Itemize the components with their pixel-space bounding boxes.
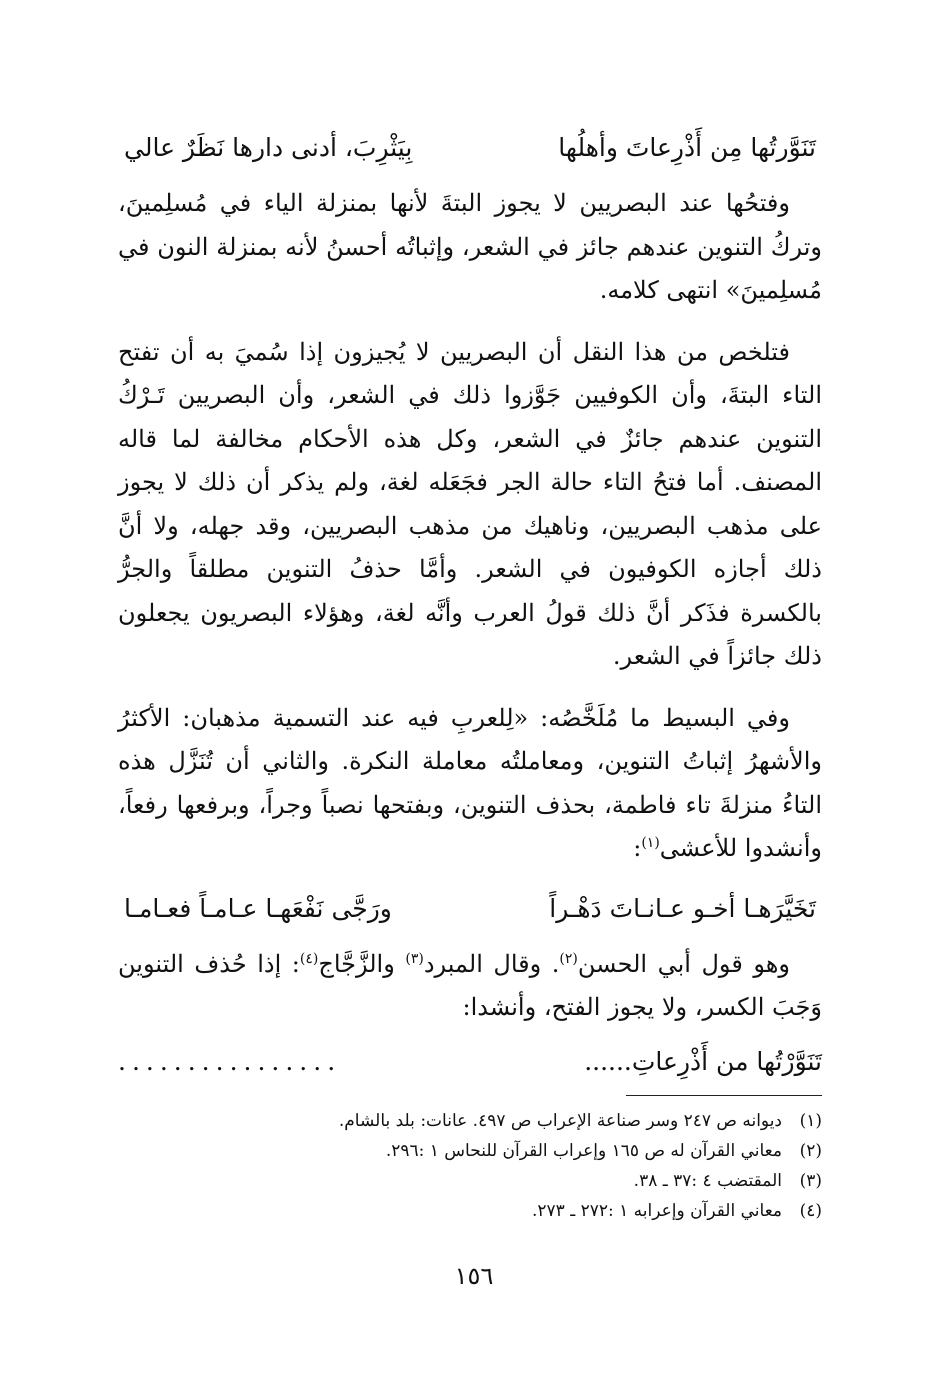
footnote-ref-1: (١) [641, 835, 660, 851]
page-body [118, 128, 822, 1082]
verse-middle-hemistich-1: تَخَيَّرَهـا أخـو عـانـاتَ دَهْـراً [549, 893, 816, 923]
footnote-number: (٣) [799, 1171, 822, 1191]
footnote-4 [122, 1196, 822, 1226]
verse-middle [118, 889, 822, 929]
verse-last-hemistich-1: تَنَوَّرْتُها من أَذْرِعاتِ...... [584, 1046, 822, 1076]
footnote-text: المقتضب ٤ :٣٧ ـ ٣٨. [633, 1171, 782, 1191]
footnote-ref-4: (٤) [299, 950, 319, 967]
verse-last [118, 1042, 822, 1082]
paragraph-2: فتلخص من هذا النقل أن البصريين لا يُجيزون إذا سُميَ به أن تفتح التاء البتةَ، وأن الكوفيين جَوَّزوا ذلك في الشعر، وأن البصريين تَـرْكُ التنوين عندهم جائزٌ في الشعر، وكل هذه الأحكام مخالفة لما قاله المصنف. أما فتحُ التاء حالة الجر فجَعَله لغة، ولم يذكر أن ذلك لا يجوز على مذهب البصريين، وناهيك من مذهب البصريين، وقد جهله، ولا أنَّ ذلك أجازه الكوفيون في الشعر. وأمَّا حذفُ التنوين مطلقاً والجرُّ بالكسرة فذَكر أنَّ ذلك قولُ العرب وأنَّه لغة، وهؤلاء البصريون يجعلون ذلك جائزاً في الشعر. [118, 337, 822, 670]
footnote-3 [122, 1166, 822, 1196]
paragraph-1: وفتحُها عند البصريين لا يجوز البتةَ لأنها بمنزلة الياء في مُسلِمينَ، وتركُ التنوين عندهم جائز في الشعر، وإثباتُه أحسنُ لأنه بمنزلة النون في مُسلِمينَ» انتهى كلامه. [118, 189, 822, 304]
footnote-divider [626, 1095, 822, 1096]
footnotes [122, 1106, 822, 1226]
footnote-text: ديوانه ص ٢٤٧ وسر صناعة الإعراب ص ٤٩٧. عانات: بلد بالشام. [338, 1111, 782, 1131]
footnote-1 [122, 1106, 822, 1136]
page-number: ١٥٦ [454, 1262, 494, 1290]
verse-top [118, 128, 822, 168]
paragraph-3 [118, 697, 822, 871]
footnote-number: (١) [799, 1111, 822, 1131]
paragraph-4-part-2: . وقال المبرد [423, 949, 560, 978]
paragraph-4 [118, 943, 822, 1030]
footnote-ref-2: (٢) [559, 950, 578, 967]
verse-middle-hemistich-2: ورَجَّى نَفْعَهـا عـامـاً فعـامـا [124, 893, 392, 923]
paragraph-3-tail: : [633, 834, 642, 862]
footnote-number: (٢) [799, 1141, 822, 1161]
paragraph-4-part-1: وهو قول أبي الحسن [577, 949, 790, 978]
paragraph-3-text: وفي البسيط ما مُلَخَّصُه: «لِلعربِ فيه عند التسمية مذهبان: الأكثرُ والأشهرُ إثباتُ التنوين، ومعاملتُه معاملة النكرة. والثاني أن تُنَزَّل هذه التاءُ منزلةَ تاء فاطمة، بحذف التنوين، وبفتحها نصباً وجراً، وبرفعها رفعاً، وأنشدوا للأعشى [118, 703, 822, 862]
verse-top-hemistich-2: بِيَثْرِبَ، أدنى دارها نَظَرٌ عالي [124, 133, 413, 162]
footnote-number: (٤) [799, 1201, 822, 1221]
footnote-2 [122, 1136, 822, 1166]
verse-top-hemistich-1: تَنَوَّرتُها مِن أَذْرِعاتَ وأهلُها [558, 133, 816, 162]
footnote-text: معاني القرآن وإعرابه ١ :٢٧٢ ـ ٢٧٣. [531, 1201, 782, 1221]
verse-last-hemistich-2: ................ [118, 1046, 342, 1076]
footnote-ref-3: (٣) [405, 950, 424, 967]
footnote-text: معاني القرآن له ص ١٦٥ وإعراب القرآن للنحاس ١ :٢٩٦. [385, 1141, 782, 1161]
paragraph-4-part-4: : إذا حُذف التنوين وَجَبَ الكسر، ولا يجوز الفتح، وأنشدا: [118, 949, 822, 1021]
paragraph-4-part-3: والزَّجَّاج [318, 949, 406, 978]
